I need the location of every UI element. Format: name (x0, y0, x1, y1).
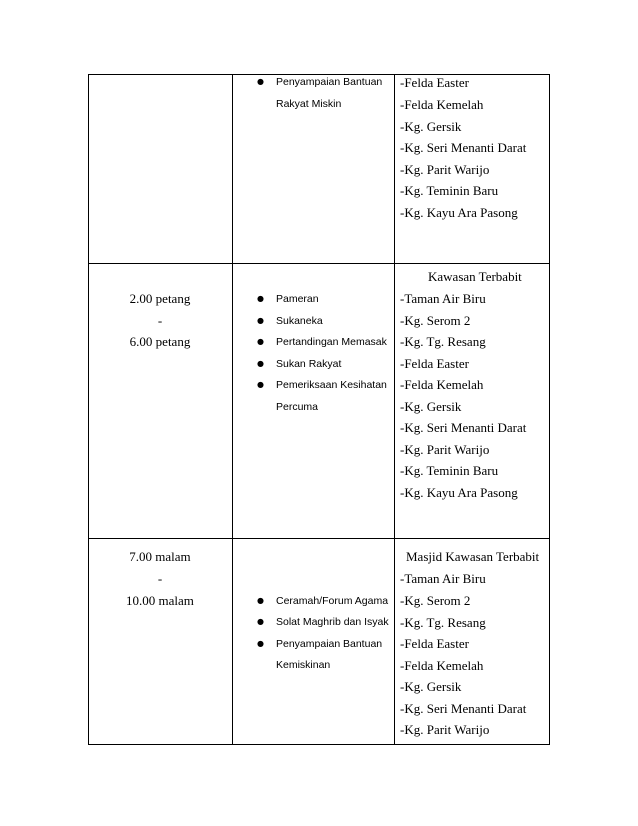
location-item: -Felda Easter (400, 636, 469, 651)
activity-item: Penyampaian (276, 638, 341, 650)
activity-item: Solat Maghrib dan Isyak (276, 616, 389, 628)
location-header: Masjid Kawasan Terbabit (406, 549, 540, 564)
location-item: -Felda Easter (400, 75, 469, 90)
activity-item-continuation: Percuma (276, 401, 319, 413)
time-start: 7.00 malam (129, 549, 191, 564)
activity-item: Sukaneka (276, 315, 323, 327)
location-item: -Felda Kemelah (400, 658, 484, 673)
location-item: -Taman Air Biru (400, 291, 486, 306)
activity-item: Penyampaian Bantuan (276, 76, 383, 88)
location-item: -Kg. Serom 2 (400, 313, 471, 328)
activity-item: Ceramah/Forum Agama (276, 595, 389, 607)
activity-item-continuation: Rakyat Miskin (276, 98, 342, 110)
activity-item-word: Bantuan (343, 638, 383, 650)
time-start: 2.00 petang (129, 291, 191, 306)
location-item: -Kg. Gersik (400, 119, 462, 134)
column-divider (394, 74, 395, 745)
time-separator: - (157, 313, 163, 328)
location-item: -Felda Kemelah (400, 97, 484, 112)
location-item: -Taman Air Biru (400, 571, 486, 586)
location-item: -Kg. Teminin Baru (400, 183, 499, 198)
location-item: -Kg. Gersik (400, 679, 462, 694)
bullet-icon: ● (257, 380, 264, 389)
location-item: -Kg. Kayu Ara Pasong (400, 485, 518, 500)
location-item: -Kg. Tg. Resang (400, 334, 486, 349)
bullet-icon: ● (257, 639, 264, 648)
location-item: -Kg. Parit Warijo (400, 722, 490, 737)
bullet-icon: ● (257, 617, 264, 626)
location-item: -Kg. Seri Menanti Darat (400, 420, 527, 435)
time-end: 6.00 petang (129, 334, 191, 349)
location-item: -Kg. Teminin Baru (400, 463, 499, 478)
activity-item: Sukan Rakyat (276, 358, 342, 370)
activity-item: Pemeriksaan Kesihatan (276, 379, 387, 391)
location-item: -Kg. Parit Warijo (400, 442, 490, 457)
location-item: -Kg. Gersik (400, 399, 462, 414)
bullet-icon: ● (257, 359, 264, 368)
location-item: -Kg. Tg. Resang (400, 615, 486, 630)
location-item: -Kg. Seri Menanti Darat (400, 701, 527, 716)
bullet-icon: ● (257, 294, 264, 303)
column-divider (232, 74, 233, 745)
time-separator: - (157, 571, 163, 586)
bullet-icon: ● (257, 596, 264, 605)
location-item: -Kg. Kayu Ara Pasong (400, 205, 518, 220)
row-divider (88, 538, 550, 539)
location-item: -Felda Easter (400, 356, 469, 371)
bullet-icon: ● (257, 77, 264, 86)
activity-item: Pameran (276, 293, 319, 305)
location-header: Kawasan Terbabit (428, 269, 522, 284)
location-item: -Kg. Serom 2 (400, 593, 471, 608)
time-end: 10.00 malam (126, 593, 194, 608)
bullet-icon: ● (257, 337, 264, 346)
location-item: -Kg. Parit Warijo (400, 162, 490, 177)
activity-item-continuation: Kemiskinan (276, 659, 331, 671)
location-item: -Kg. Seri Menanti Darat (400, 140, 527, 155)
location-item: -Felda Kemelah (400, 377, 484, 392)
bullet-icon: ● (257, 316, 264, 325)
activity-item: Pertandingan Memasak (276, 336, 387, 348)
row-divider (88, 263, 550, 264)
